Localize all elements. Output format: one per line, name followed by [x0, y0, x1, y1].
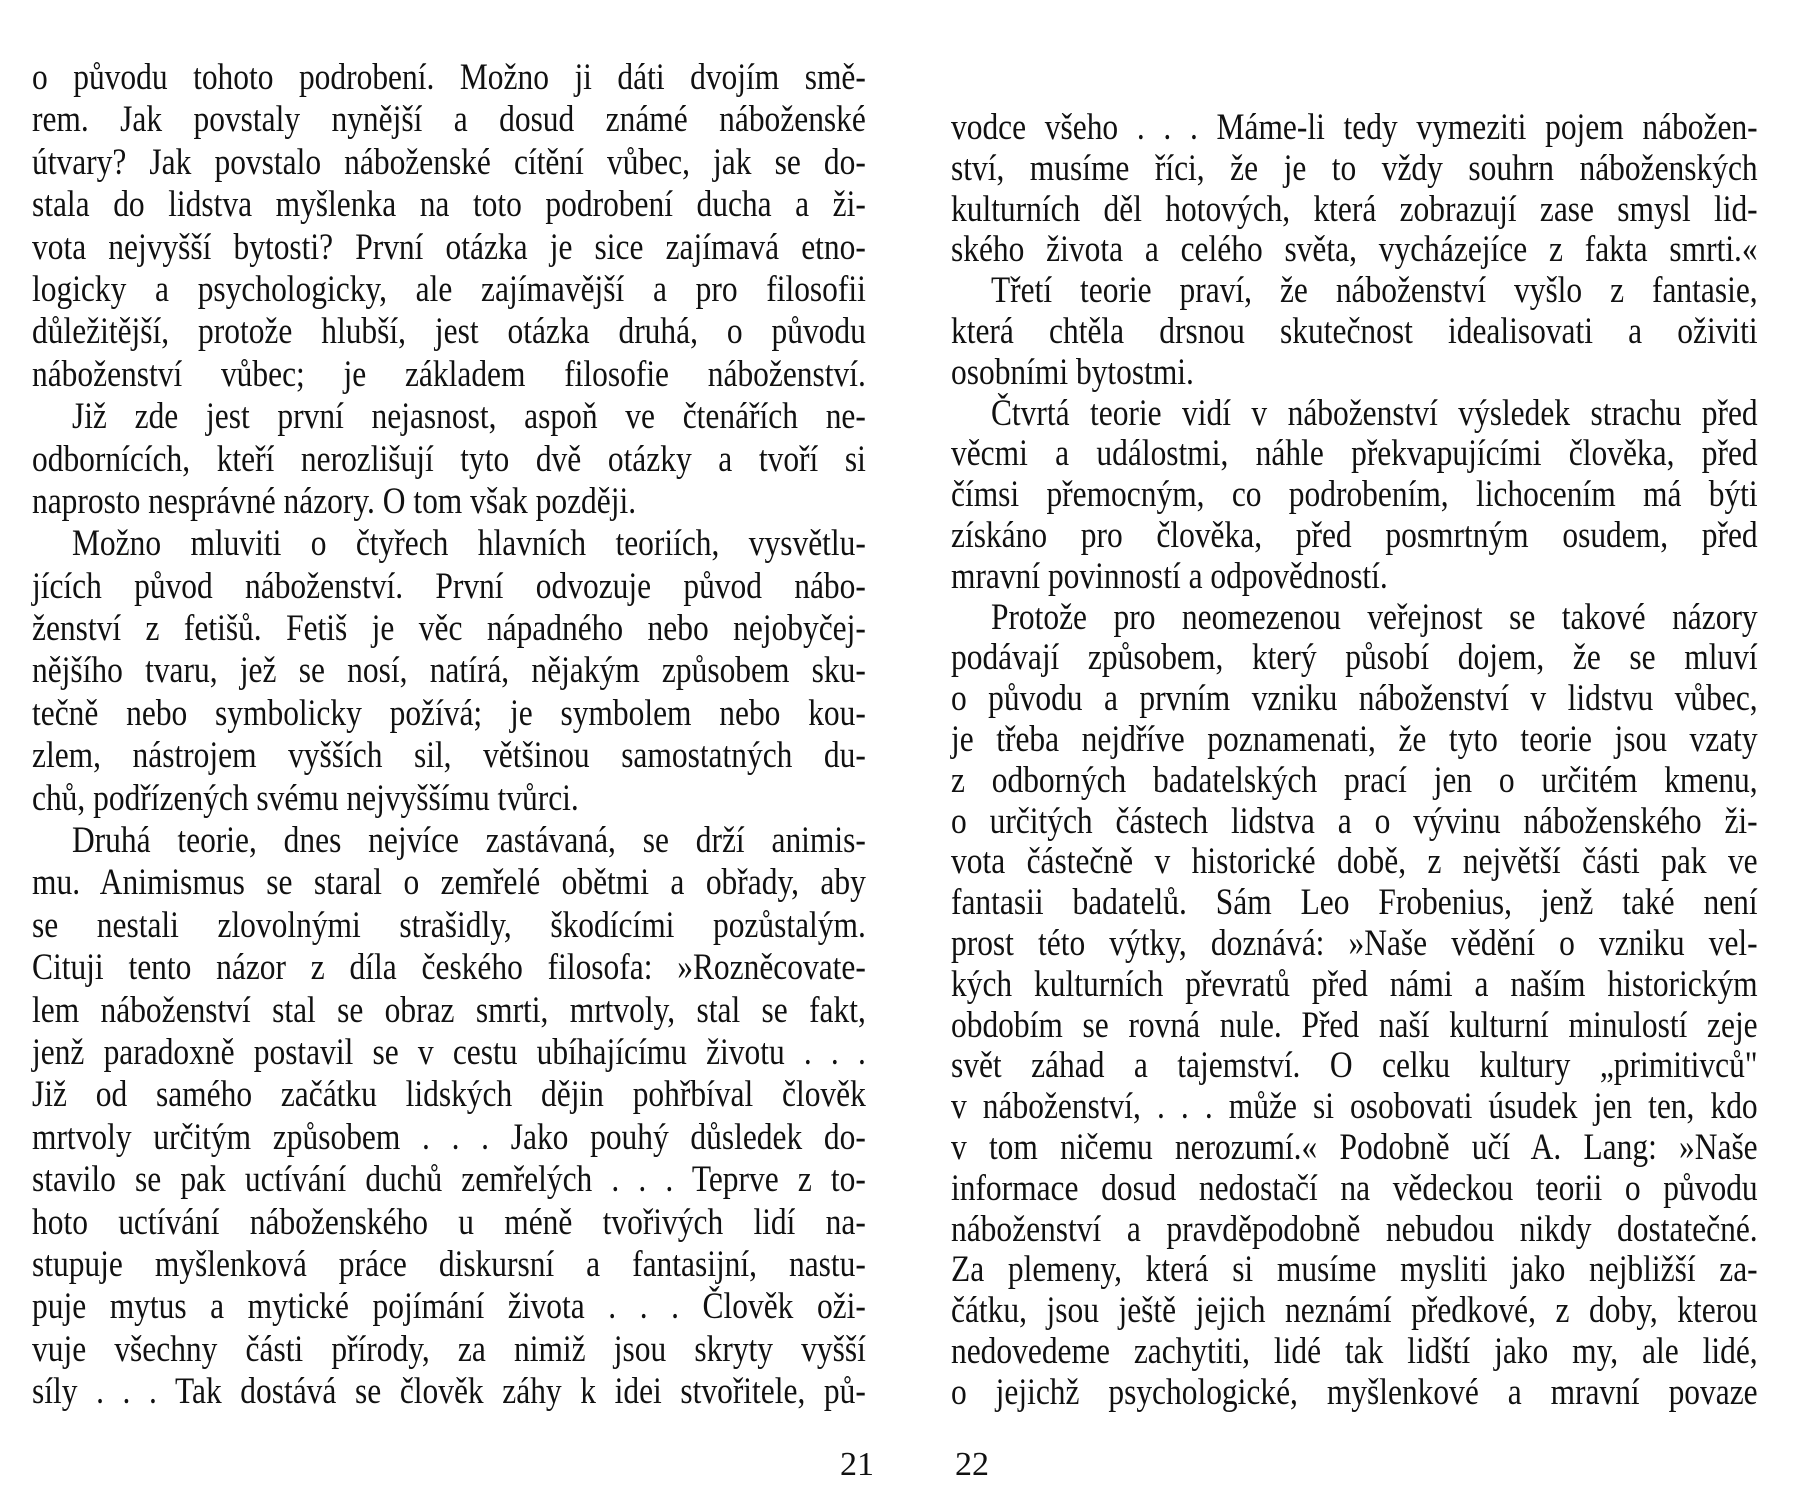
text-line: vota částečně v historické době, z největší části pak ve — [951, 841, 1758, 883]
right-page-text — [951, 108, 1758, 1414]
text-line: vodce všeho . . . Máme-li tedy vymeziti pojem nábožen- — [951, 107, 1758, 148]
text-line: Protože pro neomezenou veřejnost se takové názory — [990, 596, 1758, 638]
text-line: stupuje myšlenková práce diskursní a fantasijní, nastu- — [32, 1243, 866, 1285]
text-line: v náboženství, . . . může si osobovati úsudek jen ten, kdo — [951, 1086, 1758, 1128]
text-line: Cituji tento názor z díla českého filosofa: »Rozněcovate- — [32, 947, 866, 989]
text-line: fantasii badatelů. Sám Leo Frobenius, jenž také není — [951, 882, 1758, 924]
text-line: o původu a prvním vzniku náboženství v lidstvu vůbec, — [951, 678, 1758, 720]
text-line: stala do lidstva myšlenka na toto podrobení ducha a ži- — [32, 184, 866, 226]
text-line: mu. Animismus se staral o zemřelé obětmi a obřady, aby — [32, 862, 866, 904]
text-line: tečně nebo symbolicky požívá; je symbolem nebo kou- — [32, 692, 866, 734]
text-line: mrtvoly určitým způsobem . . . Jako pouhý důsledek do- — [32, 1116, 866, 1158]
text-line: prost této výtky, doznává: »Naše vědění o vzniku vel- — [951, 922, 1758, 964]
text-line: Třetí teorie praví, že náboženství vyšlo z fantasie, — [990, 270, 1758, 312]
text-line: síly . . . Tak dostává se člověk záhy k idei stvořitele, pů- — [32, 1371, 866, 1413]
text-line: útvary? Jak povstalo náboženské cítění vůbec, jak se do- — [32, 141, 866, 183]
text-line: informace dosud nedostačí na vědeckou teorii o původu — [951, 1167, 1758, 1209]
text-line: čímsi přemocným, co podrobením, lichocením má býti — [951, 474, 1758, 516]
text-line: o jejichž psychologické, myšlenkové a mravní povaze — [951, 1371, 1758, 1413]
text-line: naprosto nesprávné názory. O tom však později. — [32, 480, 637, 522]
text-line: o původu tohoto podrobení. Možno ji dáti dvojím smě- — [32, 57, 866, 98]
left-page-text — [32, 57, 866, 1414]
text-line: náboženství vůbec; je základem filosofie náboženství. — [32, 353, 866, 395]
text-line: důležitější, protože hlubší, jest otázka druhá, o původu — [32, 311, 866, 353]
text-line: ství, musíme říci, že je to vždy souhrn náboženských — [951, 147, 1758, 189]
text-line: kých kulturních převratů před námi a naším historickým — [951, 963, 1758, 1005]
text-line: z odborných badatelských prací jen o určitém kmenu, — [951, 759, 1758, 801]
text-line: čátku, jsou ještě jejich neznámí předkové, z doby, kterou — [951, 1290, 1758, 1332]
text-line: vuje všechny části přírody, za nimiž jsou skryty vyšší — [32, 1328, 866, 1370]
text-line: věcmi a událostmi, náhle překvapujícími člověka, před — [951, 433, 1758, 475]
text-line: rem. Jak povstaly nynější a dosud známé náboženské — [32, 99, 866, 141]
text-line: mravní povinností a odpovědností. — [951, 555, 1388, 597]
text-line: se nestali zlovolnými strašidly, škodícími pozůstalým. — [32, 904, 866, 946]
text-line: získáno pro člověka, před posmrtným osudem, před — [951, 514, 1758, 556]
text-line: logicky a psychologicky, ale zajímavější a pro filosofii — [32, 268, 866, 310]
text-line: je třeba nejdříve poznamenati, že tyto teorie jsou vzaty — [951, 718, 1758, 760]
text-line: chů, podřízených svému nejvyššímu tvůrci. — [32, 777, 579, 819]
text-line: hoto uctívání náboženského u méně tvořivých lidí na- — [32, 1201, 866, 1243]
text-line: ského života a celého světa, vycházejíce z fakta smrti.« — [951, 229, 1758, 271]
text-line: Možno mluviti o čtyřech hlavních teoriích, vysvětlu- — [71, 523, 866, 565]
text-line: Čtvrtá teorie vidí v náboženství výsledek strachu před — [990, 392, 1758, 434]
text-line: která chtěla drsnou skutečnost idealisovati a oživiti — [951, 310, 1758, 352]
text-line: svět záhad a tajemství. O celku kultury „primitivců" — [951, 1045, 1758, 1087]
text-line: kulturních děl hotových, která zobrazují zase smysl lid- — [951, 188, 1758, 230]
text-line: odbornících, kteří nerozlišují tyto dvě otázky a tvoří si — [32, 438, 866, 480]
text-line: náboženství a pravděpodobně nebudou nikdy dostatečné. — [951, 1208, 1758, 1250]
page-number-right: 22 — [955, 1446, 989, 1483]
text-line: jících původ náboženství. První odvozuje původ nábo- — [32, 565, 866, 607]
text-line: nedovedeme zachytiti, lidé tak lidští jako my, ale lidé, — [951, 1330, 1758, 1372]
text-line: Za plemeny, která si musíme mysliti jako nejbližší za- — [951, 1249, 1758, 1291]
text-line: podávají způsobem, který působí dojem, že se mluví — [951, 637, 1758, 679]
text-line: vota nejvyšší bytosti? První otázka je sice zajímavá etno- — [32, 226, 866, 268]
page-number-left: 21 — [840, 1446, 874, 1483]
text-line: jenž paradoxně postavil se v cestu ubíhajícímu životu . . . — [32, 1031, 866, 1073]
text-line: osobními bytostmi. — [951, 351, 1194, 393]
text-line: stavilo se pak uctívání duchů zemřelých . . . Teprve z to- — [32, 1159, 866, 1201]
text-line: Již zde jest první nejasnost, aspoň ve čtenářích ne- — [71, 396, 866, 438]
text-line: ženství z fetišů. Fetiš je věc nápadného nebo nejobyčej- — [32, 608, 866, 650]
text-line: obdobím se rovná nule. Před naší kulturní minulostí zeje — [951, 1004, 1758, 1046]
text-line: v tom ničemu nerozumí.« Podobně učí A. Lang: »Naše — [951, 1126, 1758, 1168]
text-line: puje mytus a mytické pojímání života . . . Člověk oži- — [32, 1286, 866, 1328]
text-line: Již od samého začátku lidských dějin pohřbíval člověk — [32, 1074, 866, 1116]
text-line: o určitých částech lidstva a o vývinu náboženského ži- — [951, 800, 1758, 842]
text-line: nějšího tvaru, jež se nosí, natírá, nějakým způsobem sku- — [32, 650, 866, 692]
text-line: lem náboženství stal se obraz smrti, mrtvoly, stal se fakt, — [32, 989, 866, 1031]
text-line: zlem, nástrojem vyšších sil, většinou samostatných du- — [32, 735, 866, 777]
text-line: Druhá teorie, dnes nejvíce zastávaná, se drží animis- — [71, 820, 866, 862]
